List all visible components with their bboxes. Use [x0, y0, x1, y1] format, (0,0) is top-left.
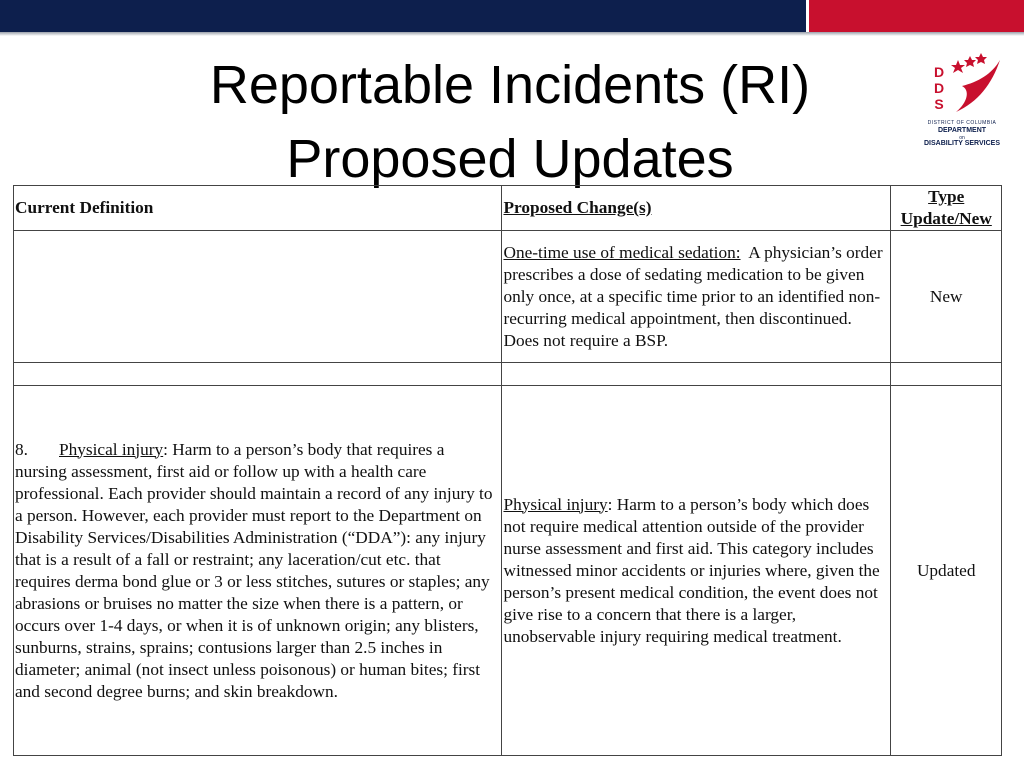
table-row [14, 231, 1002, 363]
logo-disability-text: DISABILITY SERVICES [924, 140, 1000, 147]
logo-district-text: DISTRICT OF COLUMBIA [927, 120, 997, 126]
row3-proposed-term: Physical injury [503, 494, 608, 514]
logo-swoosh-icon [948, 50, 1004, 116]
dds-logo [918, 50, 1006, 150]
row3-proposed-cell [502, 386, 891, 756]
header-proposed-changes: Proposed Change(s) [502, 186, 891, 231]
row1-proposed-text: A physician’s order prescribes a dose of sedating medication to be given only once, at a specific time prior to an identified non-recurring medical appointment, then discontinued. Does not require a BSP. [503, 242, 883, 350]
row3-type-cell: Updated [891, 386, 1002, 756]
header-current-definition: Current Definition [14, 186, 502, 231]
row3-current-cell [14, 386, 502, 756]
row1-type-cell: New [891, 231, 1002, 363]
banner-red-segment [809, 0, 1024, 32]
table-row [14, 363, 1002, 386]
row2-current-cell [14, 363, 502, 386]
row3-proposed-text: : Harm to a person’s body which does not require medical attention outside of the provider nurse assessment and first aid. This category includes witnessed minor accidents or injuries where, given the person’s present medical condition, the event does not give rise to a concern that there is a larger, unobservable injury requiring medical treatment. [503, 494, 880, 646]
row2-type-cell [891, 363, 1002, 386]
row1-current-cell [14, 231, 502, 363]
ri-table [13, 185, 1002, 756]
logo-department-text: DEPARTMENT [937, 127, 987, 134]
header-type-line-2: Update/New [900, 209, 992, 228]
header-type-line-1: Type [928, 187, 965, 206]
logo-letter-s: S [934, 96, 944, 112]
slide-title [170, 48, 850, 196]
row1-proposed-cell [502, 231, 891, 363]
row3-current-text: : Harm to a person’s body that requires a nursing assessment, first aid or follow up with a health care professional. Each provider should maintain a record of any injury to a person. However, each provider must report to the Department on Disability Services/Disabilities Administration (“DDA”): any injury that is a result of a fall or restraint; any laceration/cut etc. that requires derma bond glue or 3 or less stitches, sutures or staples; any abrasions or bruises no matter the size when there is a pattern, or occurs over 1-4 days, or when it is of unknown origin; any blisters, sunburns, strains, sprains; contusions larger than 2.5 inches in diameter; animal (not insect unless poisonous) or human bites; first and second degree burns; and skin breakdown. [15, 439, 493, 701]
slide-title-line-2: Proposed Updates [286, 129, 734, 189]
row1-proposed-term: One-time use of medical sedation: [503, 242, 741, 262]
row3-item-number: 8. [15, 439, 28, 459]
logo-letters [932, 64, 946, 112]
logo-letter-d2: D [933, 80, 945, 96]
logo-letter-d1: D [933, 64, 945, 80]
banner-navy-segment [0, 0, 806, 32]
header-type [891, 186, 1002, 231]
top-banner [0, 0, 1024, 34]
slide-title-line-1: Reportable Incidents (RI) [209, 55, 811, 115]
logo-on-text: on [959, 135, 965, 141]
row3-current-term: Physical injury [59, 439, 164, 459]
table-row [14, 386, 1002, 756]
table-header-row [14, 186, 1002, 231]
banner-shadow [0, 32, 1024, 36]
row2-proposed-cell [502, 363, 891, 386]
